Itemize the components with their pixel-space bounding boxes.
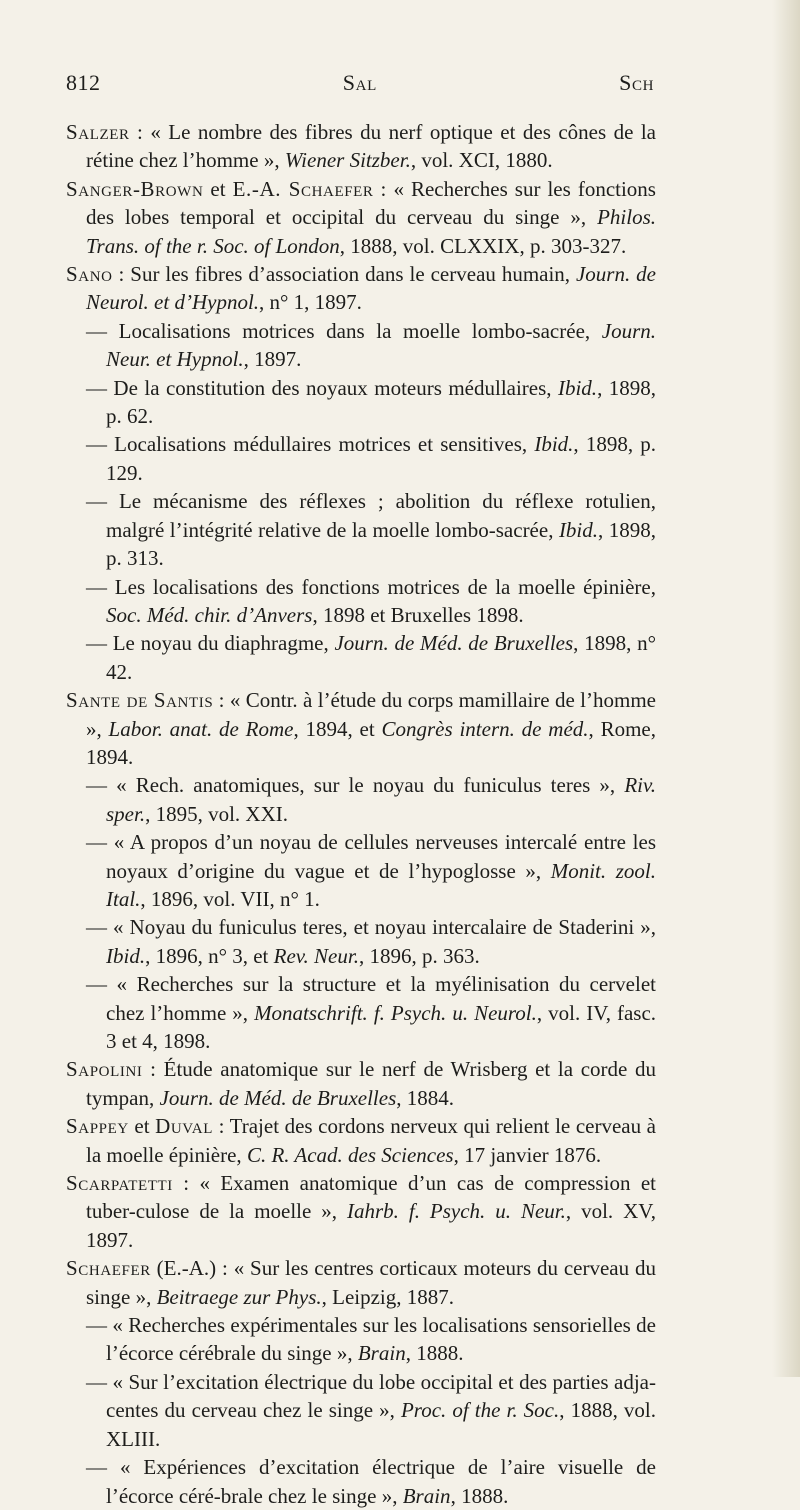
entry-text: , vol. XCI, 1880. <box>410 148 553 173</box>
left-heading: Sal <box>342 70 377 95</box>
page-edge-shadow <box>772 0 800 1377</box>
entry-author: Scarpatetti <box>66 1171 173 1196</box>
entry-text: , n° 1, 1897. <box>259 290 362 315</box>
entry-author: Sano <box>66 262 113 287</box>
entry-author: Sanger-Brown <box>66 176 204 201</box>
entry-text: , 1888, vol. CLXXIX, p. 303-327. <box>339 233 627 258</box>
entry-text: , 1898, p. 129. <box>106 432 656 485</box>
entry-journal: Journ. Neur. et Hypnol. <box>106 318 656 372</box>
entry-text: , Leipzig, 1887. <box>321 1284 455 1309</box>
bibliography-entry: Sante de Santis : « Contr. à l’étude du corps mamillaire de l’homme », Labor. anat. de Rome, 1894, et Congrès intern. de méd., Rome, 1894. <box>66 688 656 769</box>
bibliography-subentry <box>66 374 656 431</box>
bibliography-subentry <box>66 913 656 970</box>
bibliography-entry: Sapolini : Étude anatomique sur le nerf de Wrisberg et la corde du tympan, Journ. de Méd. de Bruxelles, 1884. <box>66 1057 656 1110</box>
running-header <box>66 70 654 96</box>
entry-journal: Iahrb. f. Psych. u. Neur. <box>347 1199 566 1224</box>
entry-text: « Examen anatomique d’un cas de compression et tuber-culose de la moelle », <box>86 1171 656 1224</box>
bibliography-entry: Salzer : « Le nombre des fibres du nerf optique et des cônes de la rétine chez l’homme », Wiener Sitzber., vol. XCI, 1880. <box>66 120 657 173</box>
entry-journal: Wiener Sitzber. <box>284 148 411 173</box>
bibliography-subentry <box>66 573 656 630</box>
entry-text: « Recherches sur les fonctions des lobes temporal et occipital du cerveau du singe », <box>86 176 656 230</box>
entry-text: Étude anatomique sur le nerf de Wrisberg et la corde du tympan, <box>86 1057 656 1110</box>
entry-text: « Le nombre des fibres du nerf optique et des cônes de la rétine chez l’homme », <box>86 120 657 173</box>
bibliography-subentry <box>66 629 656 686</box>
entry-text: , 1897. <box>243 347 302 372</box>
entry-text: — « Rech. anatomiques, sur le noyau du funiculus teres », <box>86 773 625 798</box>
entry-journal: Rev. Neur. <box>273 943 359 968</box>
entry-journal: Journ. de Méd. de Bruxelles <box>159 1085 397 1110</box>
entry-journal: Philos. Trans. of the r. Soc. of London <box>86 205 656 258</box>
entry-text: , 1894, et <box>293 716 382 741</box>
entry-conjunction: et <box>128 1114 156 1139</box>
entry-text: — « Recherches sur la structure et la myélinisation du cervelet chez l’homme », <box>86 972 656 1025</box>
entry-text: , 1896, p. 363. <box>358 943 480 968</box>
bibliography-subentry <box>66 430 656 487</box>
entry-text: , 1884. <box>396 1085 455 1110</box>
bibliography-subentry <box>66 1453 656 1510</box>
bibliography-entry: Scarpatetti : « Examen anatomique d’un cas de compression et tuber-culose de la moelle », Iahrb. f. Psych. u. Neur., vol. XV, 1897. <box>66 1171 656 1252</box>
entry-journal: Ibid. <box>106 943 146 968</box>
entry-text: , Rome, 1894. <box>86 716 656 769</box>
entry-text: , 1888. <box>405 1341 464 1366</box>
entry-journal: Ibid. <box>558 517 599 542</box>
entry-journal: Proc. of the r. Soc. <box>400 1398 560 1423</box>
entry-journal: C. R. Acad. des Sciences <box>246 1142 454 1167</box>
entry-text: — Les localisations des fonctions motrices de la moelle épinière, <box>86 574 656 599</box>
entry-text: , 1896, n° 3, et <box>145 943 274 968</box>
entry-coauthor: Duval <box>155 1114 214 1139</box>
entry-text: , 1898, p. 62. <box>106 375 656 429</box>
entry-text: — Localisations motrices dans la moelle lombo-sacrée, <box>86 318 602 343</box>
entry-text: — « Sur l’excitation électrique du lobe occipital et des parties adja-centes du cerveau chez le singe », <box>86 1369 656 1423</box>
entry-author: Schaefer <box>66 1256 151 1281</box>
bibliography-entry: Sappey et Duval : Trajet des cordons nerveux qui relient le cerveau à la moelle épinière, C. R. Acad. des Sciences, 17 janvier 1876. <box>66 1114 656 1167</box>
entry-text: , vol. XV, 1897. <box>86 1199 656 1252</box>
bibliography-entry: Sano : Sur les fibres d’association dans le cerveau humain, Journ. de Neurol. et d’Hypnol., n° 1, 1897. <box>66 262 656 315</box>
entry-text: , 1898, n° 42. <box>106 631 656 684</box>
entry-text: , 1898 et Bruxelles 1898. <box>312 602 524 627</box>
entry-text: — « Expériences d’excitation électrique de l’aire visuelle de l’écorce céré-brale chez le singe », <box>86 1455 656 1508</box>
entry-author: Sapolini <box>66 1057 143 1082</box>
entry-journal: Ibid. <box>534 432 574 457</box>
entry-journal: Riv. sper. <box>106 773 656 826</box>
right-heading: Sch <box>619 70 654 95</box>
entry-text: — « Recherches expérimentales sur les localisations sensorielles de l’écorce cérébrale du singe », <box>86 1313 656 1366</box>
entry-text: Trajet des cordons nerveux qui relient le cerveau à la moelle épinière, <box>86 1114 656 1167</box>
entry-journal: Labor. anat. de Rome <box>108 716 294 741</box>
entry-journal: Monatschrift. f. Psych. u. Neurol. <box>254 1000 537 1025</box>
bibliography-subentry <box>66 317 656 374</box>
bibliography-subentry <box>66 487 656 572</box>
entry-journal: Ibid. <box>557 375 598 400</box>
entry-text: , 1896, vol. VII, n° 1. <box>140 886 320 911</box>
entry-conjunction: et <box>203 176 233 201</box>
bibliography-entry: Sanger-Brown et E.-A. Schaefer : « Recherches sur les fonctions des lobes temporal et occipital du cerveau du singe », Philos. Trans. of the r. Soc. of London, 1888, vol. CLXXIX, p. 303-327. <box>66 176 656 258</box>
entry-text: « Sur les centres corticaux moteurs du cerveau du singe », <box>86 1256 656 1309</box>
entry-text: — « A propos d’un noyau de cellules nerveuses intercalé entre les noyaux d’origine du vague et de l’hypoglosse », <box>86 830 656 883</box>
entry-text: — Le mécanisme des réflexes ; abolition du réflexe rotulien, malgré l’intégrité relative de la moelle lombo-sacrée, <box>86 489 656 542</box>
bibliography-subentry <box>66 828 656 913</box>
entry-author-initials: (E.-A.) <box>150 1256 217 1281</box>
entry-text: — Le noyau du diaphragme, <box>86 631 335 656</box>
bibliography-list <box>66 118 656 1510</box>
bibliography-subentry <box>66 771 656 828</box>
entry-journal: Brain <box>402 1483 451 1508</box>
entry-journal: Soc. Méd. chir. d’Anvers <box>106 602 313 627</box>
entry-text: « Contr. à l’étude du corps mamillaire de l’homme », <box>86 688 656 741</box>
entry-journal: Journ. de Méd. de Bruxelles <box>334 631 574 656</box>
entry-journal: Beitraege zur Phys. <box>156 1284 322 1309</box>
entry-text: , 1888. <box>450 1483 509 1508</box>
entry-journal: Brain <box>357 1341 406 1366</box>
bibliography-subentry <box>66 1311 656 1368</box>
entry-author: Sappey <box>66 1114 129 1139</box>
entry-text: , vol. IV, fasc. 3 et 4, 1898. <box>106 1000 657 1053</box>
entry-text: — De la constitution des noyaux moteurs médullaires, <box>86 375 558 400</box>
entry-author: Salzer <box>66 120 130 144</box>
entry-text: , 17 janvier 1876. <box>453 1142 602 1167</box>
entry-journal: Monit. zool. Ital. <box>106 858 656 911</box>
entry-journal: Journ. de Neurol. et d’Hypnol. <box>86 262 656 315</box>
entry-text: Sur les fibres d’association dans le cerveau humain, <box>130 262 576 287</box>
entry-text: , 1888, vol. XLIII. <box>106 1398 656 1451</box>
entry-author: Sante de Santis <box>66 688 214 713</box>
bibliography-subentry <box>66 1368 656 1453</box>
entry-coauthor: E.-A. Schaefer <box>232 176 374 201</box>
entry-text: — Localisations médullaires motrices et sensitives, <box>86 432 535 457</box>
entry-text: , 1898, p. 313. <box>106 517 656 571</box>
bibliography-subentry <box>66 970 656 1055</box>
page-number: 812 <box>66 70 101 95</box>
entry-text: , 1895, vol. XXI. <box>145 801 289 826</box>
entry-text: — « Noyau du funiculus teres, et noyau intercalaire de Staderini », <box>86 915 656 940</box>
bibliography-entry: Schaefer (E.-A.) : « Sur les centres corticaux moteurs du cerveau du singe », Beitraege zur Phys., Leipzig, 1887. <box>66 1256 656 1309</box>
entry-journal: Congrès intern. de méd. <box>381 716 589 741</box>
